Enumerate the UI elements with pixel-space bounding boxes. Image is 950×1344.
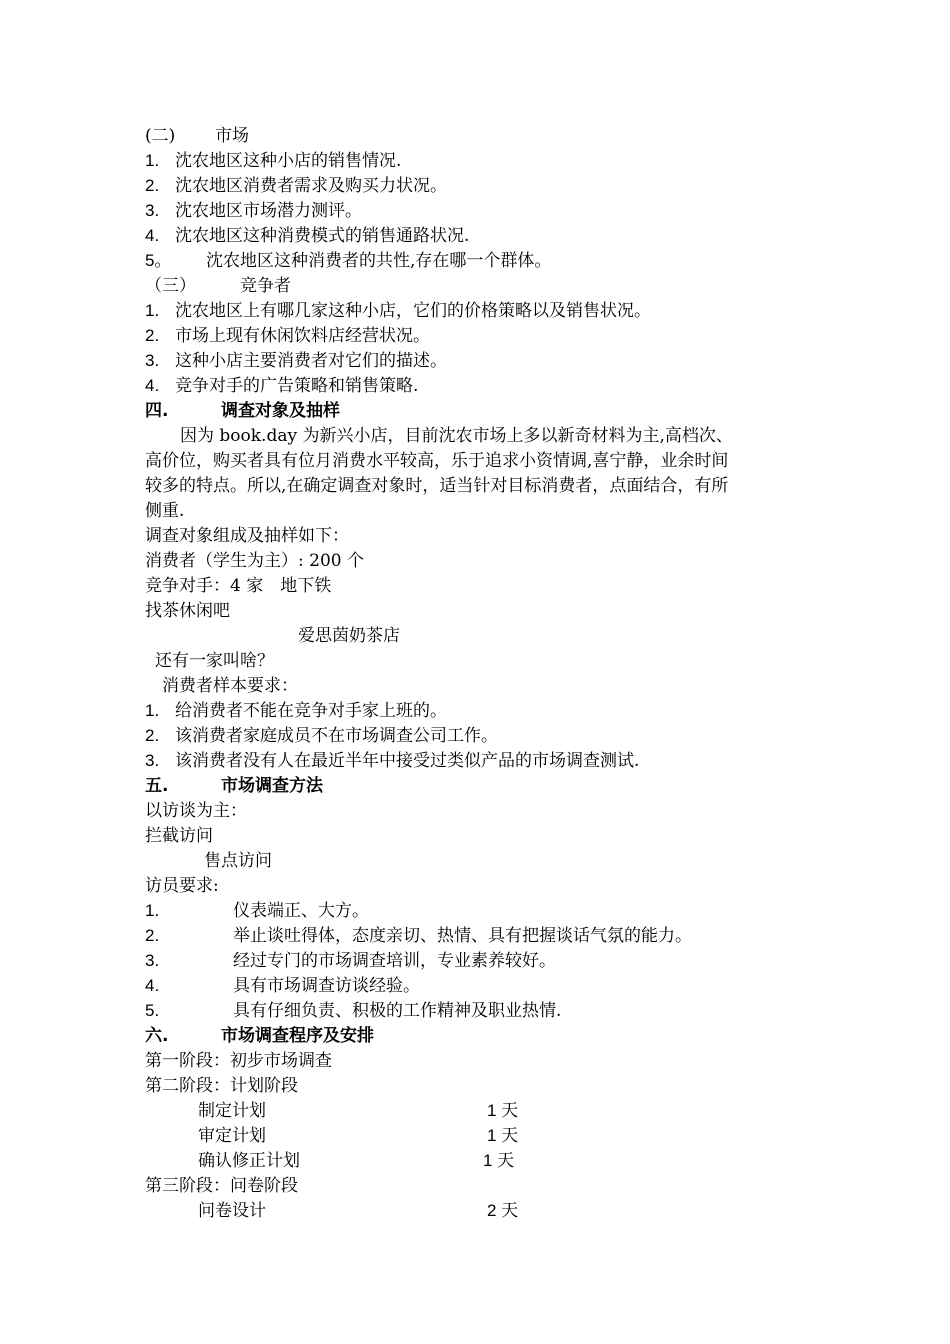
section4-paragraph-line: 高价位，购买者具有位月消费水平较高，乐于追求小资情调,喜宁静，业余时间 bbox=[145, 451, 729, 471]
section4-paragraph-line: 因为 book.day 为新兴小店，目前沈农市场上多以新奇材料为主,高档次、 bbox=[180, 426, 733, 446]
competitor-shop: 找茶休闲吧 bbox=[145, 601, 230, 621]
schedule-task: 问卷设计 bbox=[198, 1201, 266, 1221]
interviewer-requirement-text: 仪表端正、大方。 bbox=[233, 901, 369, 921]
market-heading: 市场 bbox=[215, 126, 249, 146]
schedule-task: 审定计划 bbox=[198, 1126, 266, 1146]
sample-requirement-number: 1. bbox=[145, 701, 160, 720]
section4-paragraph-line: 侧重. bbox=[145, 501, 185, 521]
sample-requirements-heading: 消费者样本要求： bbox=[162, 676, 298, 696]
section4-title: 调查对象及抽样 bbox=[221, 401, 340, 421]
schedule-duration: 1 天 bbox=[483, 1151, 515, 1170]
section5-title: 市场调查方法 bbox=[221, 776, 323, 796]
stage-heading: 第二阶段：计划阶段 bbox=[145, 1076, 298, 1096]
sample-requirement-number: 3. bbox=[145, 751, 160, 770]
market-item-text: 沈农地区这种小店的销售情况. bbox=[175, 151, 402, 171]
market-item-number: 1. bbox=[145, 151, 160, 170]
schedule-duration: 2 天 bbox=[487, 1201, 519, 1220]
sample-requirement-text: 该消费者家庭成员不在市场调查公司工作。 bbox=[175, 726, 498, 746]
market-item-number: 3. bbox=[145, 201, 160, 220]
sample-requirement-text: 该消费者没有人在最近半年中接受过类似产品的市场调查测试. bbox=[175, 751, 640, 771]
market-item-text: 沈农地区消费者需求及购买力状况。 bbox=[175, 176, 447, 196]
stage-heading: 第三阶段：问卷阶段 bbox=[145, 1176, 298, 1196]
market-item-number: 2. bbox=[145, 176, 160, 195]
sample-requirement-text: 给消费者不能在竞争对手家上班的。 bbox=[175, 701, 447, 721]
schedule-duration: 1 天 bbox=[487, 1126, 519, 1145]
competitor-item-text: 竞争对手的广告策略和销售策略. bbox=[175, 376, 419, 396]
schedule-duration: 1 天 bbox=[487, 1101, 519, 1120]
stage-heading: 第一阶段：初步市场调查 bbox=[145, 1051, 332, 1071]
sampling-competitors: 竞争对手：4 家 地下铁 bbox=[145, 576, 332, 596]
interviewer-requirement-number: 3. bbox=[145, 951, 160, 970]
market-item-number: 4. bbox=[145, 226, 160, 245]
interviewer-requirement-number: 5. bbox=[145, 1001, 160, 1020]
competitor-item-number: 3. bbox=[145, 351, 160, 370]
competitor-shop: 爱思茵奶茶店 bbox=[298, 626, 400, 646]
method-line: 以访谈为主： bbox=[145, 801, 247, 821]
section5-number: 五. bbox=[145, 776, 169, 796]
competitor-heading-number: （三） bbox=[145, 276, 196, 296]
sample-requirement-number: 2. bbox=[145, 726, 160, 745]
market-item-text: 沈农地区市场潜力测评。 bbox=[175, 201, 362, 221]
schedule-task: 制定计划 bbox=[198, 1101, 266, 1121]
section4-number: 四. bbox=[145, 401, 169, 421]
interviewer-requirement-text: 举止谈吐得体，态度亲切、热情、具有把握谈话气氛的能力。 bbox=[233, 926, 692, 946]
competitor-item-text: 这种小店主要消费者对它们的描述。 bbox=[175, 351, 447, 371]
market-item-number: 5。 bbox=[145, 251, 172, 270]
method-line: 拦截访问 bbox=[145, 826, 213, 846]
market-item-text: 沈农地区这种消费模式的销售通路状况. bbox=[175, 226, 470, 246]
market-item-text: 沈农地区这种消费者的共性,存在哪一个群体。 bbox=[206, 251, 552, 271]
section4-paragraph-line: 较多的特点。所以,在确定调查对象时，适当针对目标消费者，点面结合，有所 bbox=[145, 476, 729, 496]
sampling-consumers: 消费者（学生为主）: 200 个 bbox=[145, 551, 364, 571]
interviewer-requirement-text: 经过专门的市场调查培训，专业素养较好。 bbox=[233, 951, 556, 971]
competitor-shop: 还有一家叫啥？ bbox=[155, 651, 274, 671]
schedule-task: 确认修正计划 bbox=[198, 1151, 300, 1171]
competitor-item-text: 沈农地区上有哪几家这种小店，它们的价格策略以及销售状况。 bbox=[175, 301, 651, 321]
interviewer-requirement-number: 1. bbox=[145, 901, 160, 920]
method-line: 售点访问 bbox=[204, 851, 272, 871]
competitor-item-number: 4. bbox=[145, 376, 160, 395]
interviewer-requirement-number: 4. bbox=[145, 976, 160, 995]
section6-title: 市场调查程序及安排 bbox=[221, 1026, 374, 1046]
section6-number: 六. bbox=[145, 1026, 169, 1046]
interviewer-requirement-number: 2. bbox=[145, 926, 160, 945]
interviewer-requirement-text: 具有仔细负责、积极的工作精神及职业热情. bbox=[233, 1001, 562, 1021]
market-heading-number: (二) bbox=[145, 126, 176, 146]
interviewer-requirements-heading: 访员要求: bbox=[145, 876, 219, 896]
competitor-item-number: 2. bbox=[145, 326, 160, 345]
sampling-composition: 调查对象组成及抽样如下： bbox=[145, 526, 349, 546]
competitor-heading: 竞争者 bbox=[240, 276, 291, 296]
competitor-item-text: 市场上现有休闲饮料店经营状况。 bbox=[175, 326, 430, 346]
interviewer-requirement-text: 具有市场调查访谈经验。 bbox=[233, 976, 420, 996]
competitor-item-number: 1. bbox=[145, 301, 160, 320]
